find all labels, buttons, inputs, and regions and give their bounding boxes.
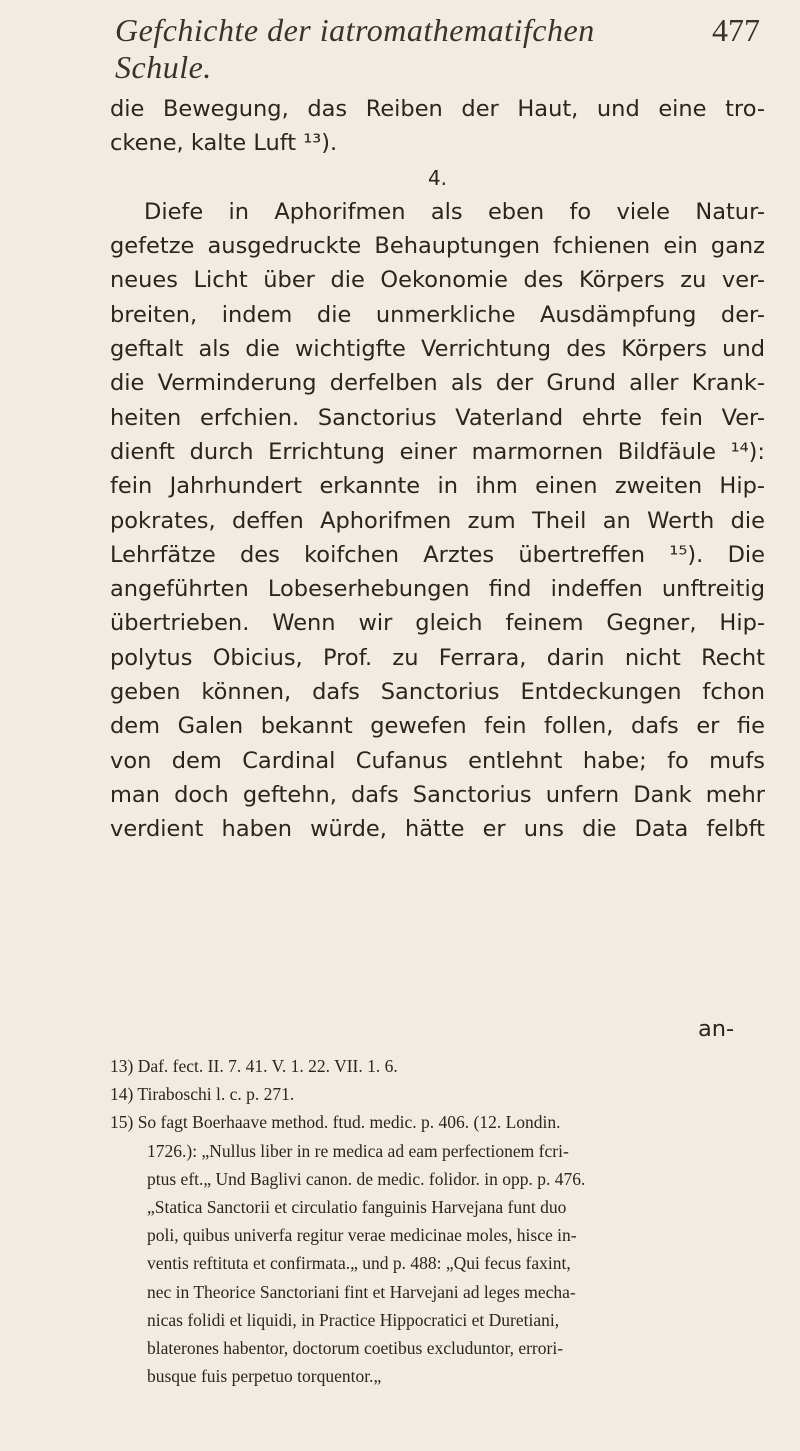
catchword: an-: [698, 1016, 735, 1042]
running-title: Gefchichte der iatromathematifchen Schule.: [115, 12, 595, 85]
footnote-line: ventis reftituta et confirmata.„ und p. 488: „Qui fecus faxint,: [147, 1253, 571, 1274]
body-line: dem Galen bekannt gewefen fein follen, dafs er fie: [110, 713, 765, 740]
footnote-line: nicas folidi et liquidi, in Practice Hippocratici et Duretiani,: [147, 1309, 560, 1330]
footnote-13: 13) Daf. fect. II. 7. 41. V. 1. 22. VII. 1. 6.: [110, 1056, 398, 1076]
footnote-line: 1726.): „Nullus liber in re medica ad eam perfectionem fcri-: [147, 1140, 569, 1161]
body-line: pokrates, deffen Aphorifmen zum Theil an Werth die: [110, 507, 765, 534]
body-line: neues Licht über die Oekonomie des Körpers zu ver-: [110, 267, 765, 294]
footnote-15: 15) So fagt Boerhaave method. ftud. medic. p. 406. (12. Londin.: [110, 1112, 561, 1133]
body-line: die Bewegung, das Reiben der Haut, und eine tro-: [110, 96, 765, 122]
body-line: ckene, kalte Luft ¹³).: [110, 130, 338, 157]
body-line: fein Jahrhundert erkannte in ihm einen zweiten Hip-: [110, 473, 765, 500]
body-line: heiten erfchien. Sanctorius Vaterland ehrte fein Ver-: [110, 404, 765, 431]
body-line: dienft durch Errichtung einer marmornen Bildfäule ¹⁴):: [110, 438, 765, 465]
body-line: von dem Cardinal Cufanus entlehnt habe; fo mufs: [110, 747, 765, 774]
page-number: 477: [712, 12, 760, 48]
body-line: gefetze ausgedruckte Behauptungen fchienen ein ganz: [110, 233, 765, 260]
body-line: übertrieben. Wenn wir gleich feinem Gegner, Hip-: [110, 610, 765, 637]
body-line: geben können, dafs Sanctorius Entdeckungen fchon: [110, 679, 765, 706]
footnote-line: blaterones habentor, doctorum coetibus excluduntor, errori-: [147, 1338, 564, 1359]
body-line: Diefe in Aphorifmen als eben fo viele Natur-: [144, 198, 765, 225]
body-line: verdient haben würde, hätte er uns die Data felbft: [110, 816, 765, 843]
footnote-line: poli, quibus univerfa regitur verae medicinae moles, hisce in-: [147, 1225, 577, 1246]
body-text: [110, 92, 765, 847]
footnote-14: 14) Tiraboschi l. c. p. 271.: [110, 1084, 295, 1105]
body-line: breiten, indem die unmerkliche Ausdämpfung der-: [110, 301, 765, 328]
body-line: polytus Obicius, Prof. zu Ferrara, darin nicht Recht: [110, 644, 765, 671]
body-line: geftalt als die wichtigfte Verrichtung des Körpers und: [110, 336, 765, 363]
footnote-line: ptus eft.„ Und Baglivi canon. de medic. folidor. in opp. p. 476.: [147, 1168, 586, 1189]
section-number: 4.: [427, 165, 448, 190]
body-line: die Verminderung derfelben als der Grund aller Krank-: [110, 370, 765, 397]
body-line: angeführten Lobeserhebungen find indeffen unftreitig: [110, 576, 765, 603]
footnote-line: busque fuis perpetuo torquentor.„: [147, 1366, 382, 1387]
body-line: Lehrfätze des koifchen Arztes übertreffen ¹⁵). Die: [110, 541, 765, 568]
body-line: man doch geftehn, dafs Sanctorius unfern Dank mehr: [110, 781, 765, 808]
footnote-line: nec in Theorice Sanctoriani fint et Harvejani ad leges mecha-: [147, 1281, 576, 1302]
footnote-line: „Statica Sanctorii et circulatio fanguinis Harvejana funt duo: [147, 1197, 567, 1218]
footnotes: [110, 1052, 765, 1390]
